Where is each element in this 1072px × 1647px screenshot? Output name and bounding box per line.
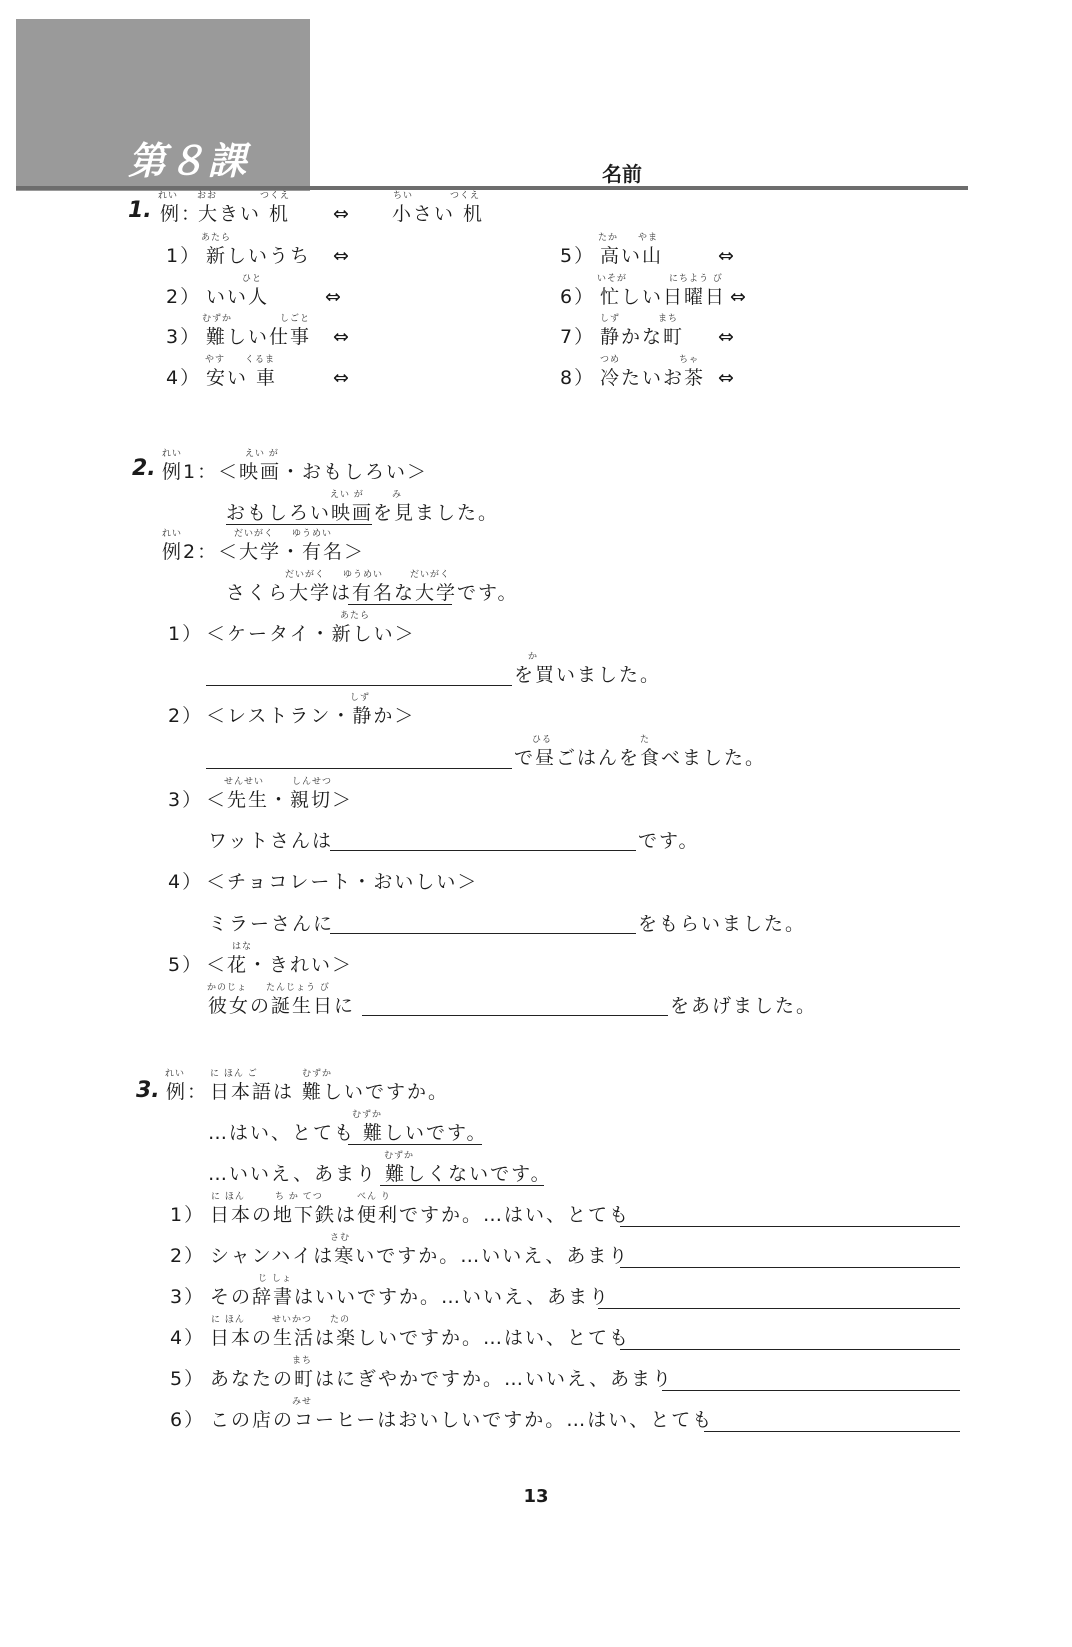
ruby: だいがく xyxy=(234,529,275,539)
answer-underline xyxy=(380,1185,544,1186)
ruby: ゆうめい xyxy=(292,529,333,539)
item-number: 4） xyxy=(168,871,204,893)
example-1-answer: おもしろい映画を見ました。 xyxy=(226,502,500,524)
ruby: むずか xyxy=(384,1151,415,1161)
ruby: れい xyxy=(162,449,183,459)
opposite-arrow: ⇔ xyxy=(333,326,351,348)
example-right: 小さい 机 xyxy=(392,203,485,225)
item-number: 4） xyxy=(166,367,202,389)
question: この店のコーヒーはおいしいですか。…はい、とても xyxy=(210,1409,714,1431)
prompt: ＜チョコレート・おいしい＞ xyxy=(206,871,479,893)
ruby: ひる xyxy=(532,735,553,745)
example-question: 日本語は 難しいですか。 xyxy=(210,1081,450,1103)
item-number: 2） xyxy=(168,705,204,727)
adjective-phrase: 忙しい日曜日 xyxy=(600,286,727,308)
ruby: まち xyxy=(658,314,679,324)
prompt: ＜レストラン・静か＞ xyxy=(206,705,416,727)
item-number: 5） xyxy=(560,245,596,267)
ruby: じ しょ xyxy=(258,1274,292,1284)
item-number: 3） xyxy=(170,1286,206,1308)
ruby: に ほん ご xyxy=(210,1069,258,1079)
item-number: 4） xyxy=(170,1327,206,1349)
ruby: つくえ xyxy=(450,191,481,201)
ruby: つくえ xyxy=(260,191,291,201)
answer-blank[interactable] xyxy=(206,768,512,769)
ruby: だいがく xyxy=(285,570,326,580)
ruby: みせ xyxy=(292,1397,313,1407)
sentence-start: ミラーさんに xyxy=(208,913,335,935)
opposite-arrow: ⇔ xyxy=(333,203,351,225)
ruby: むずか xyxy=(352,1110,383,1120)
ruby: しごと xyxy=(280,314,311,324)
adjective-phrase: 新しいうち xyxy=(206,245,312,267)
ruby: おお xyxy=(197,191,218,201)
name-label: 名前 xyxy=(602,162,642,186)
answer-blank[interactable] xyxy=(620,1226,960,1227)
sentence-start: ワットさんは xyxy=(208,830,334,852)
opposite-arrow: ⇔ xyxy=(718,367,736,389)
header-rule xyxy=(16,186,968,190)
question: 日本の生活は楽しいですか。…はい、とても xyxy=(210,1327,631,1349)
ruby: ちゃ xyxy=(679,355,700,365)
sentence-end: を買いました。 xyxy=(514,664,662,686)
answer-blank[interactable] xyxy=(620,1349,960,1350)
lesson-title: 第８課 xyxy=(128,139,249,183)
ruby: しず xyxy=(600,314,621,324)
ruby: た xyxy=(640,735,651,745)
sentence-end: です。 xyxy=(638,830,700,852)
prompt: ＜ケータイ・新しい＞ xyxy=(206,623,416,645)
question: あなたの町はにぎやかですか。…いいえ、あまり xyxy=(210,1368,674,1390)
answer-underline xyxy=(226,524,372,525)
ruby: だいがく xyxy=(410,570,451,580)
sentence-end: をもらいました。 xyxy=(638,913,807,935)
opposite-arrow: ⇔ xyxy=(730,286,748,308)
prompt: ＜先生・親切＞ xyxy=(206,789,354,811)
example-1-prompt: ＜映画・おもしろい＞ xyxy=(218,461,429,483)
item-number: 5） xyxy=(168,954,204,976)
item-number: 2） xyxy=(170,1245,206,1267)
item-number: 2） xyxy=(166,286,202,308)
item-number: 1） xyxy=(168,623,204,645)
section-3-number: 3. xyxy=(136,1078,160,1103)
item-number: 8） xyxy=(560,367,596,389)
section-1-number: 1. xyxy=(128,198,152,223)
ruby: に ほん xyxy=(211,1192,245,1202)
ruby: かのじょ xyxy=(207,983,248,993)
opposite-arrow: ⇔ xyxy=(718,245,736,267)
ruby: あたら xyxy=(340,611,371,621)
ruby: れい xyxy=(162,529,183,539)
opposite-arrow: ⇔ xyxy=(333,367,351,389)
ruby: れい xyxy=(165,1069,186,1079)
ruby: ちい xyxy=(393,191,414,201)
ruby: たか xyxy=(598,233,619,243)
ruby: か xyxy=(528,652,539,662)
question: シャンハイは寒いですか。…いいえ、あまり xyxy=(210,1245,630,1267)
ruby: くるま xyxy=(245,355,276,365)
answer-blank[interactable] xyxy=(362,1015,668,1016)
ruby: ひと xyxy=(242,274,263,284)
ruby: えい が xyxy=(245,449,279,459)
ruby: しず xyxy=(350,693,371,703)
answer-blank[interactable] xyxy=(662,1390,960,1391)
question: 日本の地下鉄は便利ですか。…はい、とても xyxy=(210,1204,631,1226)
answer-blank[interactable] xyxy=(598,1308,960,1309)
sentence-end: をあげました。 xyxy=(670,995,818,1017)
ruby: たの xyxy=(330,1315,351,1325)
ruby: せいかつ xyxy=(272,1315,313,1325)
adjective-phrase: 冷たいお茶 xyxy=(600,367,706,389)
ruby: むずか xyxy=(302,1069,333,1079)
example-yes-answer: …はい、とても 難しいです。 xyxy=(208,1122,488,1144)
example-left: 大きい 机 xyxy=(198,203,291,225)
answer-underline xyxy=(348,604,452,605)
ruby: はな xyxy=(232,942,253,952)
item-number: 6） xyxy=(170,1409,206,1431)
answer-blank[interactable] xyxy=(330,850,636,851)
ruby: やま xyxy=(638,233,659,243)
example-no-answer: …いいえ、あまり 難しくないです。 xyxy=(208,1163,552,1185)
adjective-phrase: いい人 xyxy=(206,286,270,308)
example-2-prompt: ＜大学・有名＞ xyxy=(218,541,366,563)
opposite-arrow: ⇔ xyxy=(718,326,736,348)
item-number: 5） xyxy=(170,1368,206,1390)
item-number: 3） xyxy=(168,789,204,811)
example-label: 例： xyxy=(160,203,203,225)
item-number: 3） xyxy=(166,326,202,348)
item-number: 1） xyxy=(166,245,202,267)
answer-blank[interactable] xyxy=(704,1431,960,1432)
item-number: 6） xyxy=(560,286,596,308)
answer-underline xyxy=(348,1144,482,1145)
opposite-arrow: ⇔ xyxy=(325,286,343,308)
ruby: つめ xyxy=(600,355,621,365)
ruby: やす xyxy=(205,355,226,365)
answer-blank[interactable] xyxy=(330,933,636,934)
adjective-phrase: 高い山 xyxy=(600,245,664,267)
prompt: ＜花・きれい＞ xyxy=(206,954,354,976)
adjective-phrase: 安い 車 xyxy=(206,367,278,389)
section-2-number: 2. xyxy=(132,456,156,481)
answer-blank[interactable] xyxy=(620,1267,960,1268)
example-1-label: 例1： xyxy=(162,461,219,483)
ruby: に ほん xyxy=(211,1315,245,1325)
ruby: しんせつ xyxy=(292,777,333,787)
opposite-arrow: ⇔ xyxy=(333,245,351,267)
item-number: 1） xyxy=(170,1204,206,1226)
adjective-phrase: 難しい仕事 xyxy=(206,326,312,348)
ruby: まち xyxy=(292,1356,313,1366)
sentence-end: で昼ごはんを食べました。 xyxy=(514,747,767,769)
page-number: 13 xyxy=(523,1486,549,1507)
answer-blank[interactable] xyxy=(206,685,512,686)
example-label: 例： xyxy=(166,1081,209,1103)
ruby: えい が xyxy=(330,490,364,500)
ruby: ゆうめい xyxy=(343,570,384,580)
ruby: せんせい xyxy=(224,777,265,787)
ruby: さむ xyxy=(330,1233,351,1243)
example-2-label: 例2： xyxy=(162,541,219,563)
item-number: 7） xyxy=(560,326,596,348)
example-2-answer: さくら大学は有名な大学です。 xyxy=(226,582,519,604)
ruby: いそが xyxy=(597,274,628,284)
ruby: たんじょう び xyxy=(266,983,330,993)
sentence-start: 彼女の誕生日に xyxy=(208,995,356,1017)
question: その辞書はいいですか。…いいえ、あまり xyxy=(210,1286,611,1308)
ruby: あたら xyxy=(201,233,232,243)
ruby: むずか xyxy=(202,314,233,324)
ruby: にちよう び xyxy=(669,274,723,284)
ruby: み xyxy=(392,490,403,500)
ruby: ち か てつ xyxy=(275,1192,323,1202)
ruby: べん り xyxy=(357,1192,391,1202)
ruby: れい xyxy=(158,191,179,201)
adjective-phrase: 静かな町 xyxy=(600,326,685,348)
